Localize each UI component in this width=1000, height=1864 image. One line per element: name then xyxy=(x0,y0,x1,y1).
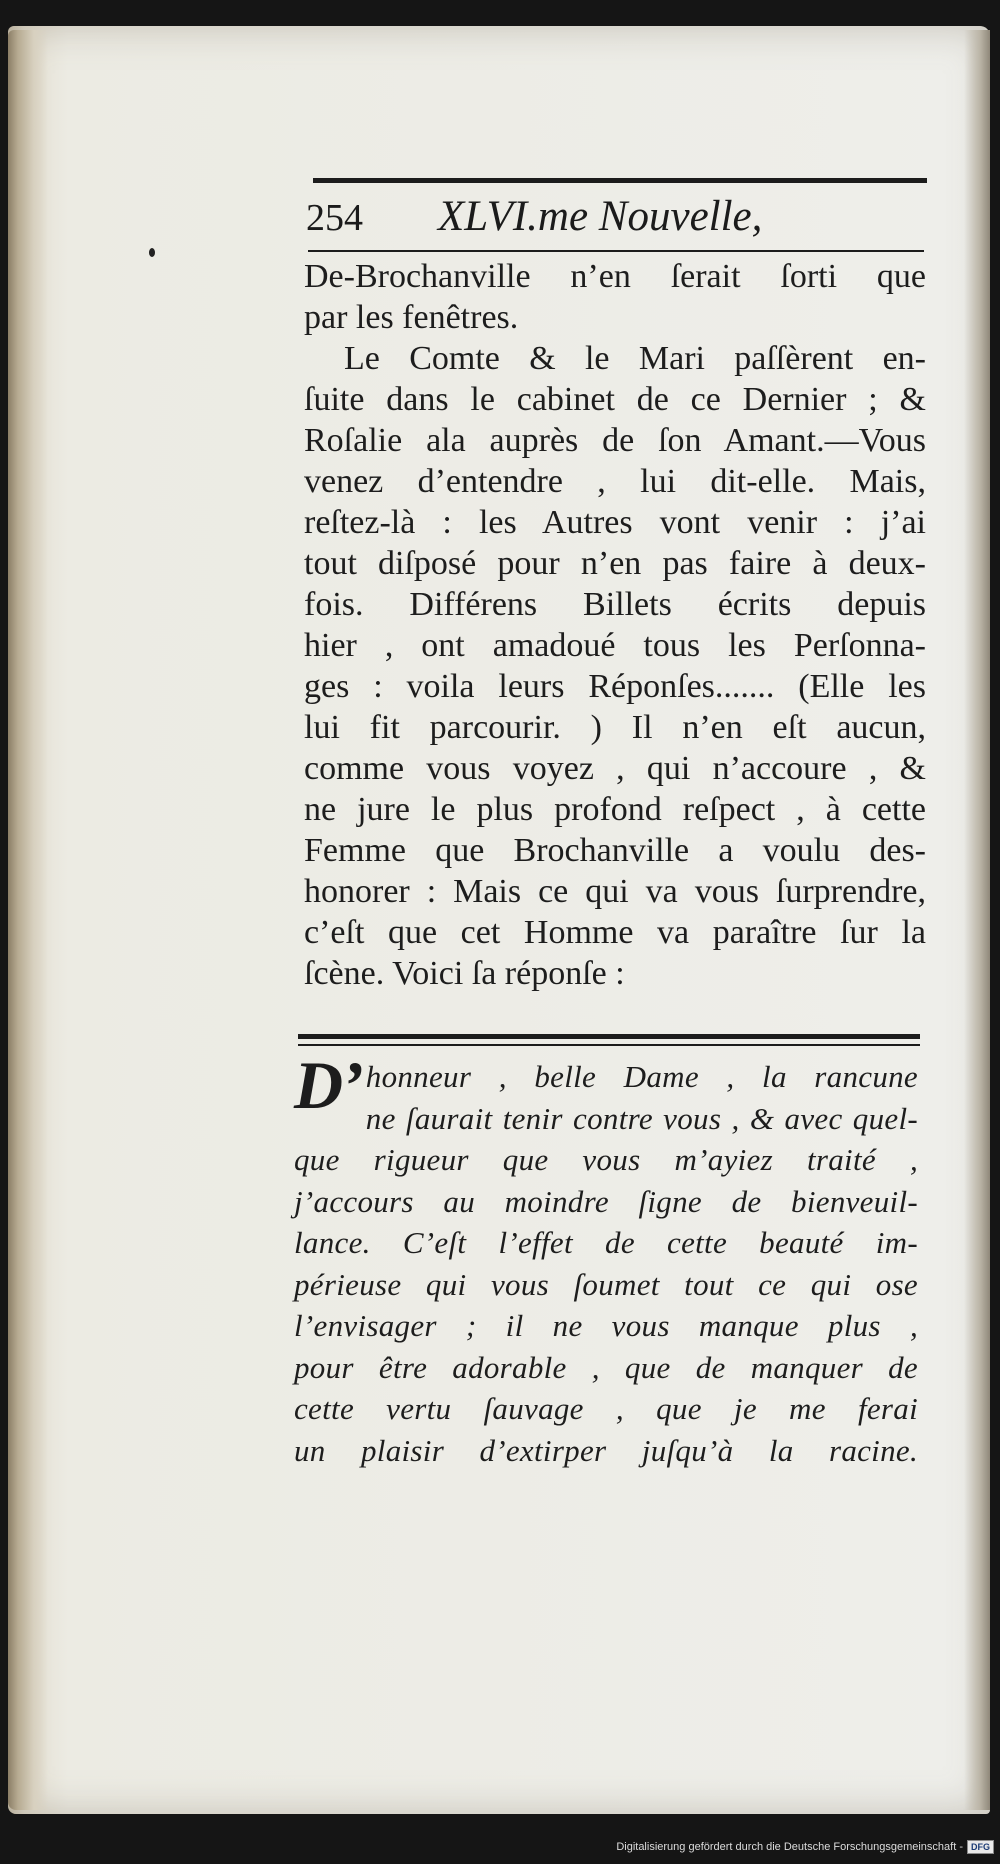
chapter-title: XLVI.me Nouvelle, xyxy=(438,193,763,240)
body-line: ſuite dans le cabinet de ce Dernier ; & xyxy=(304,381,926,418)
letter-rule-thin xyxy=(298,1044,920,1046)
letter-line: l’envisager ; il ne vous manque plus , xyxy=(294,1308,918,1343)
header-rule-top xyxy=(313,178,927,183)
ink-spot xyxy=(149,248,155,257)
body-line: ges : voila leurs Réponſes....... (Elle les xyxy=(304,668,926,705)
body-line: Femme que Brochanville a voulu des- xyxy=(304,832,926,869)
body-line: honorer : Mais ce qui va vous ſurprendre, xyxy=(304,873,926,910)
letter-line-text: honneur , belle Dame , la rancune xyxy=(365,1059,918,1094)
body-line: reſtez-là : les Autres vont venir : j’ai xyxy=(304,504,926,541)
digitization-credit xyxy=(616,1836,994,1858)
letter-text xyxy=(294,1047,918,1471)
drop-cap: D’ xyxy=(294,1047,362,1123)
running-head xyxy=(306,192,936,252)
letter-line: cette vertu ſauvage , que je me ferai xyxy=(294,1391,918,1426)
letter-line: lance. C’eſt l’effet de cette beauté im- xyxy=(294,1225,918,1260)
body-line: hier , ont amadoué tous les Perſonna- xyxy=(304,627,926,664)
body-line: lui fit parcourir. ) Il n’en eſt aucun, xyxy=(304,709,926,746)
credit-text: Digitalisierung gefördert durch die Deutsche Forschungsgemeinschaft - xyxy=(616,1841,963,1853)
letter-line: pour être adorable , que de manquer de xyxy=(294,1349,918,1385)
body-line: De-Brochanville n’en ſerait ſorti que xyxy=(304,258,926,295)
body-line: tout diſposé pour n’en pas faire à deux- xyxy=(304,545,926,582)
letter-line: périeuse qui vous ſoumet tout ce qui ose xyxy=(294,1266,918,1302)
dfg-logo: DFG xyxy=(967,1840,994,1854)
page-number: 254 xyxy=(306,197,363,239)
body-line: comme vous voyez , qui n’accoure , & xyxy=(304,750,926,787)
body-line: venez d’entendre , lui dit-elle. Mais, xyxy=(304,463,926,500)
letter-line: un plaisir d’extirper juſqu’à la racine. xyxy=(294,1432,918,1468)
body-line: par les fenêtres. xyxy=(304,299,519,336)
page-right-edge xyxy=(964,30,990,1810)
body-line: fois. Différens Billets écrits depuis xyxy=(304,586,926,623)
letter-line: ne ſaurait tenir contre vous , & avec quel- xyxy=(365,1100,918,1136)
letter-line: j’accours au moindre ſigne de bienveuil- xyxy=(294,1183,918,1219)
body-line: Le Comte & le Mari paſſèrent en- xyxy=(344,340,926,377)
page-body xyxy=(304,256,926,994)
body-line: c’eſt que cet Homme va paraître ſur la xyxy=(304,914,926,951)
page-gutter-edge xyxy=(8,30,48,1810)
header-rule-bottom xyxy=(308,250,924,252)
body-line: ſcène. Voici ſa réponſe : xyxy=(304,955,625,992)
body-line: Roſalie ala auprès de ſon Amant.—Vous xyxy=(304,422,926,459)
letter-line: que rigueur que vous m’ayiez traité , xyxy=(294,1142,918,1177)
letter-rule-thick xyxy=(298,1034,920,1039)
body-line: ne jure le plus profond reſpect , à cette xyxy=(304,791,926,828)
